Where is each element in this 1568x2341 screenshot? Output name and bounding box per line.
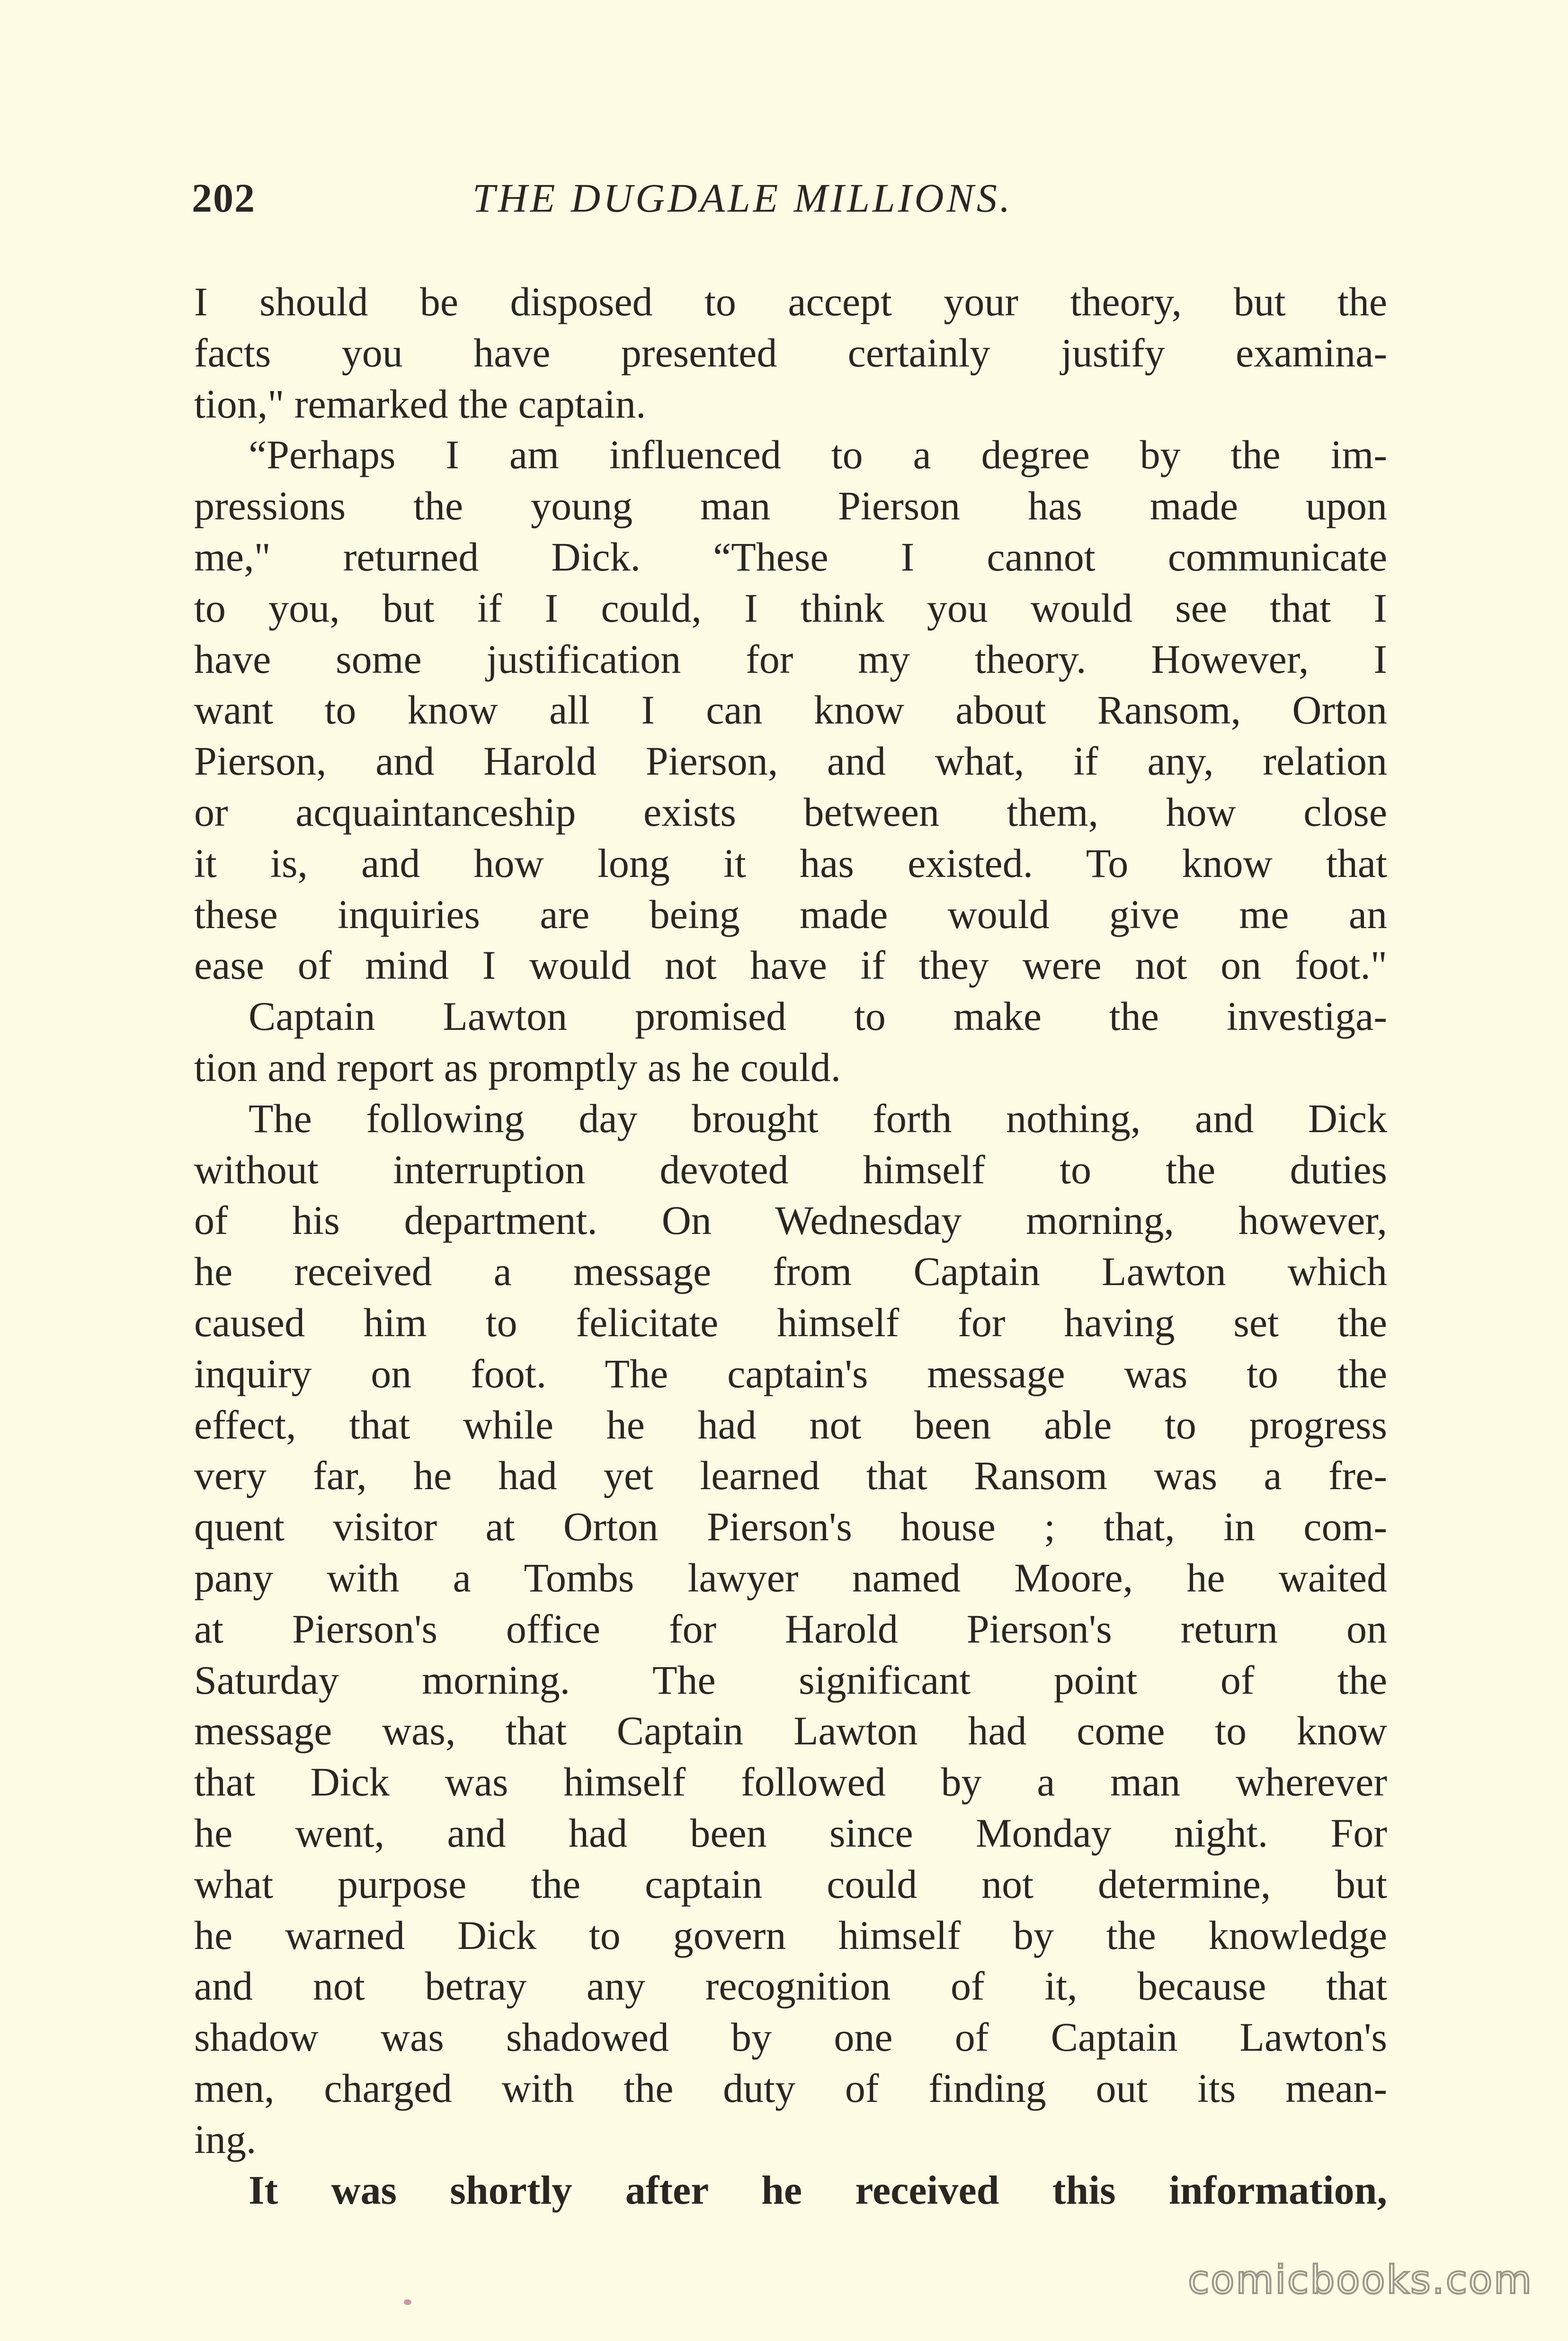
text-line: very far, he had yet learned that Ransom was a fre- xyxy=(194,1453,1387,1499)
text-line: pany with a Tombs lawyer named Moore, he waited xyxy=(194,1555,1387,1600)
text-line: The following day brought forth nothing, and Dick xyxy=(249,1095,1387,1141)
text-line: or acquaintanceship exists between them, how close xyxy=(194,789,1387,835)
text-line: facts you have presented certainly justify examina- xyxy=(194,330,1387,375)
text-line: to you, but if I could, I think you would see that I xyxy=(194,585,1387,631)
text-line: that Dick was himself followed by a man wherever xyxy=(194,1759,1387,1805)
text-line: pressions the young man Pierson has made upon xyxy=(194,483,1387,529)
watermark: comicbooks.com xyxy=(1188,2258,1533,2303)
text-line: Saturday morning. The significant point of the xyxy=(194,1657,1387,1703)
text-line: shadow was shadowed by one of Captain Lawton's xyxy=(194,2014,1387,2060)
text-line: he warned Dick to govern himself by the knowledge xyxy=(194,1912,1387,1958)
text-line: tion," remarked the captain. xyxy=(194,381,646,427)
text-line: these inquiries are being made would give me an xyxy=(194,891,1387,937)
page-number: 202 xyxy=(192,175,256,221)
body-text xyxy=(194,277,1387,2216)
text-line: ing. xyxy=(194,2116,257,2162)
running-title: THE DUGDALE MILLIONS. xyxy=(472,175,1013,221)
ink-speck xyxy=(404,2299,411,2305)
text-line: and not betray any recognition of it, because that xyxy=(194,1963,1387,2009)
text-line: what purpose the captain could not determine, but xyxy=(194,1861,1387,1907)
text-line: want to know all I can know about Ransom, Orton xyxy=(194,687,1387,733)
text-line: me," returned Dick. “These I cannot communicate xyxy=(194,534,1387,580)
text-line: he went, and had been since Monday night. For xyxy=(194,1810,1387,1856)
text-line: of his department. On Wednesday morning, however, xyxy=(194,1197,1387,1243)
text-line: he received a message from Captain Lawton which xyxy=(194,1249,1387,1295)
text-line: effect, that while he had not been able to progress xyxy=(194,1402,1387,1447)
text-line: caused him to felicitate himself for having set the xyxy=(194,1299,1387,1345)
text-line: quent visitor at Orton Pierson's house ; that, in com- xyxy=(194,1504,1387,1550)
text-line: message was, that Captain Lawton had come to know xyxy=(194,1708,1387,1754)
text-line: I should be disposed to accept your theory, but the xyxy=(194,279,1387,324)
text-line: It was shortly after he received this information, xyxy=(249,2167,1387,2213)
text-line: tion and report as promptly as he could. xyxy=(194,1044,841,1090)
text-line: it is, and how long it has existed. To know that xyxy=(194,840,1387,886)
text-line: inquiry on foot. The captain's message was to the xyxy=(194,1350,1387,1396)
text-line: have some justification for my theory. However, I xyxy=(194,636,1387,682)
text-line: “Perhaps I am influenced to a degree by the im- xyxy=(249,432,1387,478)
text-line: without interruption devoted himself to the duties xyxy=(194,1146,1387,1192)
text-line: men, charged with the duty of finding out its mean- xyxy=(194,2065,1387,2111)
text-line: Pierson, and Harold Pierson, and what, if any, relation xyxy=(194,738,1387,784)
text-line: ease of mind I would not have if they were not on foot." xyxy=(194,942,1387,988)
text-line: Captain Lawton promised to make the investiga- xyxy=(249,993,1387,1039)
text-line: at Pierson's office for Harold Pierson's return on xyxy=(194,1606,1387,1652)
